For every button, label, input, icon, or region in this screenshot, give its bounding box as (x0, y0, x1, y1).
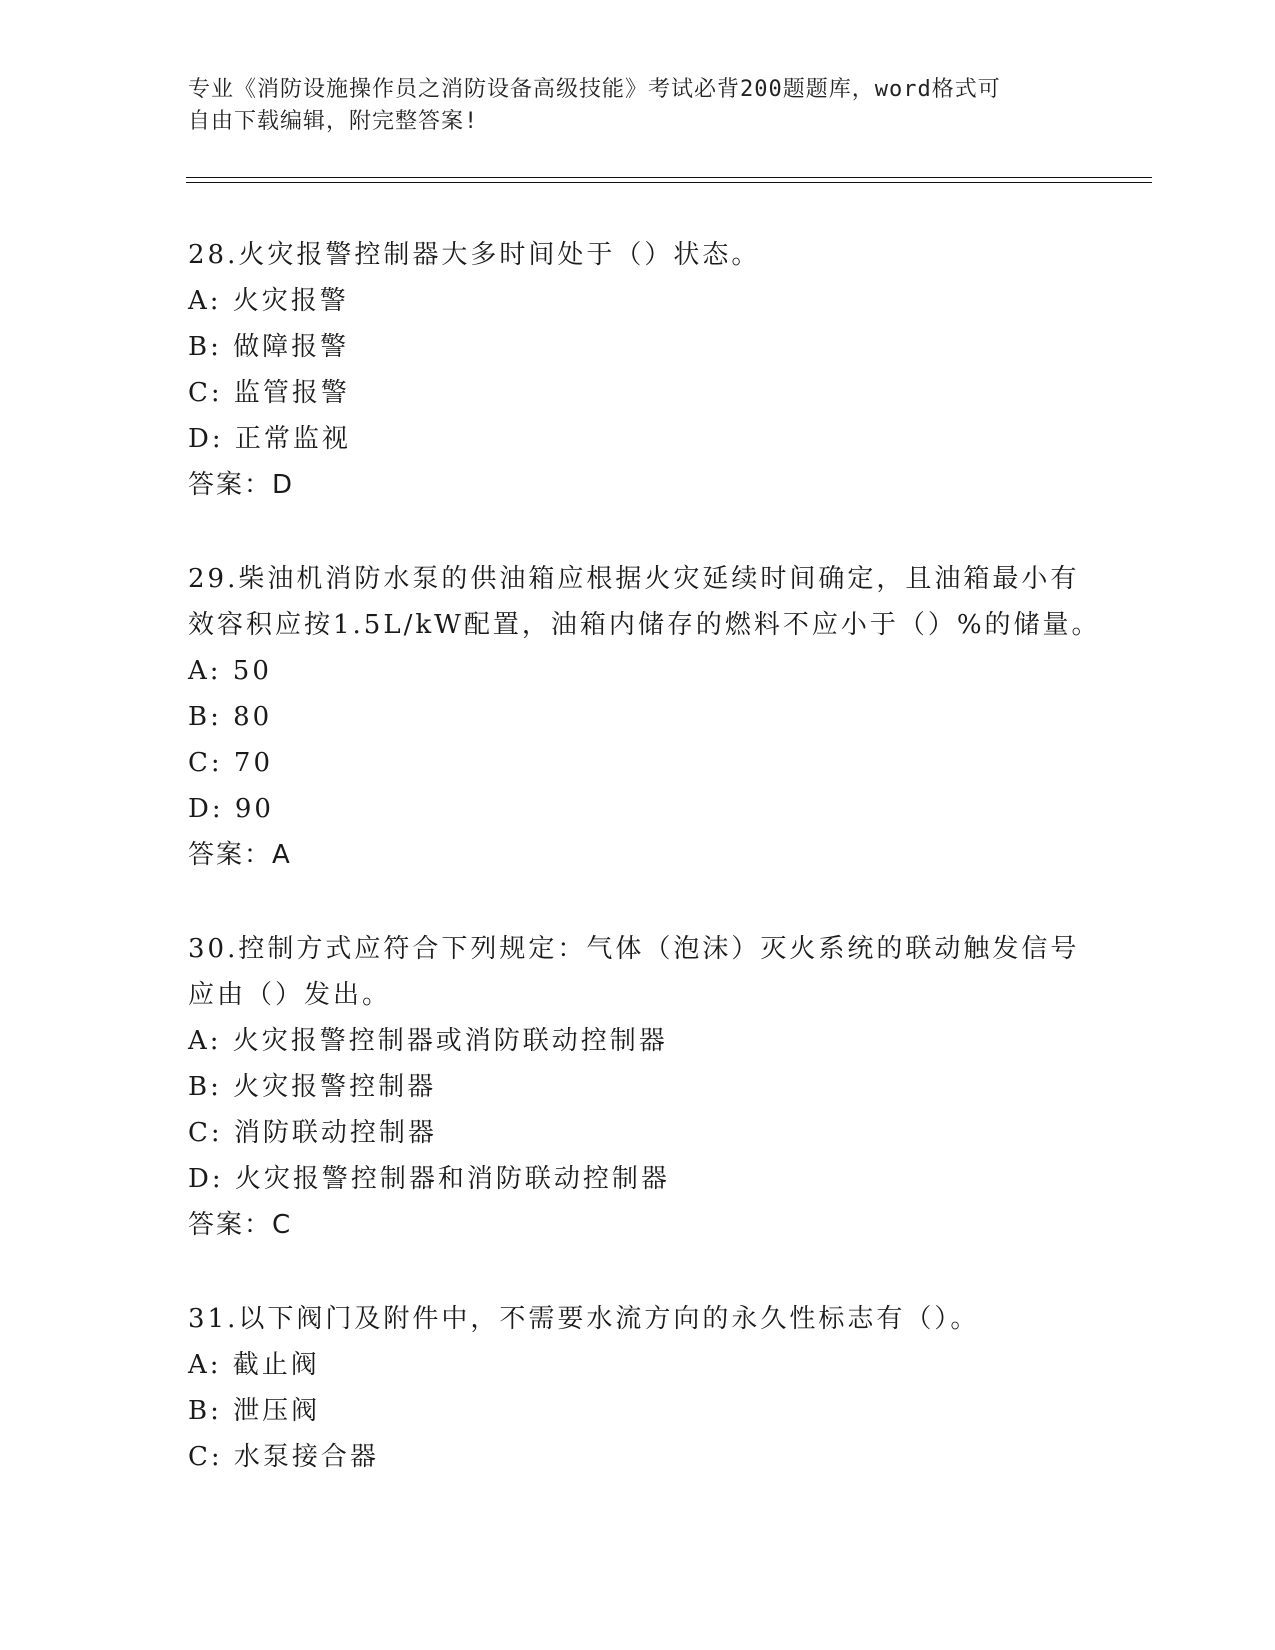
header-divider-top (186, 177, 1152, 178)
option-a: A: 火灾报警控制器或消防联动控制器 (188, 1026, 668, 1056)
answer: 答案：A (188, 840, 292, 870)
header-line-2: 自由下载编辑，附完整答案! (188, 109, 479, 134)
question-stem-line: 28.火灾报警控制器大多时间处于（）状态。 (188, 240, 761, 270)
question-30 (188, 926, 1088, 1248)
answer: 答案：C (188, 1210, 293, 1240)
option-c: C: 70 (188, 748, 274, 778)
header-divider-bottom (186, 182, 1152, 183)
question-stem-line: 30.控制方式应符合下列规定：气体（泡沫）灭火系统的联动触发信号 (188, 934, 1080, 964)
option-b: B: 泄压阀 (188, 1396, 321, 1426)
question-29 (188, 556, 1101, 878)
option-c: C: 消防联动控制器 (188, 1118, 437, 1148)
option-b: B: 80 (188, 702, 273, 732)
option-d: D: 火灾报警控制器和消防联动控制器 (188, 1164, 670, 1194)
question-stem-line: 29.柴油机消防水泵的供油箱应根据火灾延续时间确定，且油箱最小有 (188, 564, 1080, 594)
question-stem-line: 31.以下阀门及附件中，不需要水流方向的永久性标志有（）。 (188, 1304, 980, 1334)
option-a: A: 50 (188, 656, 272, 686)
document-header (188, 74, 1088, 138)
question-list (188, 232, 1101, 1528)
option-b: B: 做障报警 (188, 332, 350, 362)
question-28 (188, 232, 1088, 508)
option-c: C: 监管报警 (188, 378, 350, 408)
answer: 答案：D (188, 470, 295, 500)
option-a: A: 火灾报警 (188, 286, 349, 316)
option-b: B: 火灾报警控制器 (188, 1072, 437, 1102)
header-line-1: 专业《消防设施操作员之消防设备高级技能》考试必背200题题库，word格式可 (188, 77, 1001, 102)
question-31 (188, 1296, 1088, 1480)
question-stem-line: 效容积应按1.5L/kW配置，油箱内储存的燃料不应小于（）%的储量。 (188, 610, 1101, 640)
option-a: A: 截止阀 (188, 1350, 320, 1380)
question-stem-line: 应由（）发出。 (188, 980, 392, 1010)
option-c: C: 水泵接合器 (188, 1442, 379, 1472)
option-d: D: 正常监视 (188, 424, 351, 454)
option-d: D: 90 (188, 794, 274, 824)
